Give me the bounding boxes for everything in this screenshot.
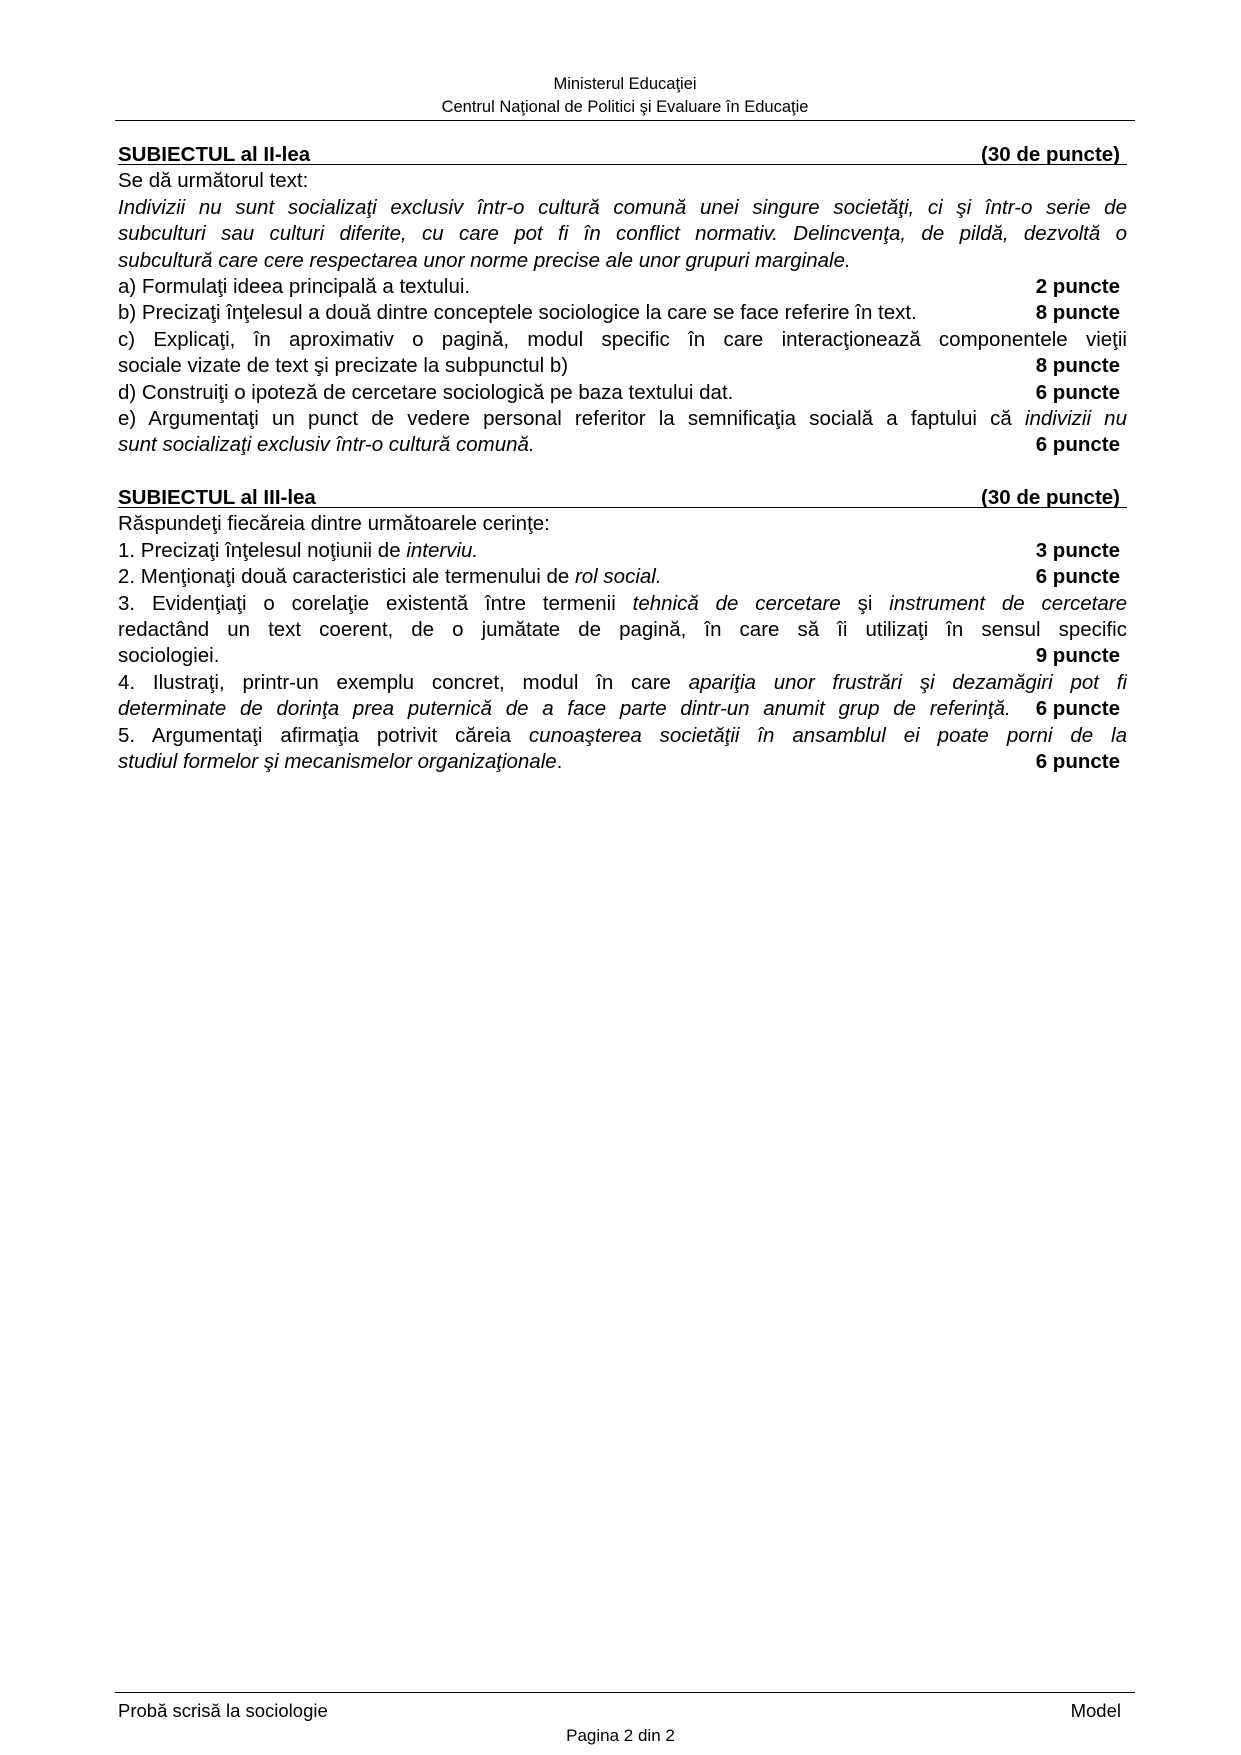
subject3-intro: Răspundeţi fiecăreia dintre următoarele cerinţe: xyxy=(118,512,550,536)
exam-content xyxy=(118,142,1127,775)
item-a-points: 2 puncte xyxy=(1035,274,1120,298)
subject3-points: (30 de puncte) xyxy=(981,486,1120,510)
footer-exam-name: Probă scrisă la sociologie xyxy=(118,1700,328,1721)
question-4-points: 6 puncte xyxy=(1035,697,1120,721)
item-a: a) Formulaţi ideea principală a textului. 2 puncte xyxy=(118,274,1127,300)
question-4-line1: 4. Ilustraţi, printr-un exemplu concret, modul în care apariţia unor frustrări şi dezamăgiri pot fi xyxy=(118,670,1127,694)
header-ministry: Ministerul Educaţiei xyxy=(553,75,697,93)
item-d: d) Construiţi o ipoteză de cercetare sociologică pe baza textului dat. 6 puncte xyxy=(118,380,1127,406)
item-c: sociale vizate de text şi precizate la subpunctul b) 8 puncte xyxy=(118,353,1127,379)
subject2-points: (30 de puncte) xyxy=(981,143,1120,166)
question-3-line2: redactând un text coerent, de o jumătate de pagină, în care să îi utilizaţi în sensul specific xyxy=(118,618,1127,642)
header-center: Centrul Naţional de Politici şi Evaluare în Educaţie xyxy=(441,98,809,116)
question-5-line1: 5. Argumentaţi afirmaţia potrivit căreia cunoaşterea societăţii în ansamblul ei poate porni de la xyxy=(118,723,1127,747)
question-5: studiul formelor şi mecanismelor organizaţionale. 6 puncte xyxy=(118,749,1127,775)
question-3: sociologiei. 9 puncte xyxy=(118,643,1127,669)
question-2-points: 6 puncte xyxy=(1035,565,1120,589)
subject2-intro: Se dă următorul text: xyxy=(118,169,309,193)
question-3-line1: 3. Evidenţiaţi o corelaţie existentă între termenii tehnică de cercetare şi instrument de cercetare xyxy=(118,591,1127,615)
subject3-heading xyxy=(118,485,1127,511)
subject2-title: SUBIECTUL al II-lea xyxy=(118,143,311,166)
quote-line-2: subculturi sau culturi diferite, cu care pot fi în conflict normativ. Delincvenţa, de pildă, dezvoltă o xyxy=(118,222,1127,246)
item-b: b) Precizaţi înţelesul a două dintre conceptele sociologice la care se face referire în text. 8 puncte xyxy=(118,300,1127,326)
page-number: Pagina 2 din 2 xyxy=(566,1726,675,1745)
item-c-points: 8 puncte xyxy=(1035,354,1120,378)
footer-divider xyxy=(115,1692,1135,1693)
question-1-points: 3 puncte xyxy=(1035,538,1120,562)
quote-line-3: subcultură care cere respectarea unor norme precise ale unor grupuri marginale. xyxy=(118,248,851,272)
subject2-heading xyxy=(118,142,1127,168)
question-3-points: 9 puncte xyxy=(1035,644,1120,668)
footer-model-label: Model xyxy=(1070,1700,1121,1721)
subject3-title: SUBIECTUL al III-lea xyxy=(118,486,316,510)
item-e: sunt socializaţi exclusiv într-o cultură comună. 6 puncte xyxy=(118,432,1127,458)
question-2: 2. Menţionaţi două caracteristici ale termenului de rol social. 6 puncte xyxy=(118,564,1127,590)
header-divider xyxy=(115,120,1135,121)
item-e-line1: e) Argumentaţi un punct de vedere personal referitor la semnificaţia socială a faptului că indivizii nu xyxy=(118,406,1127,430)
item-c-line1: c) Explicaţi, în aproximativ o pagină, modul specific în care interacţionează componentele vieţii xyxy=(118,327,1127,351)
question-4: determinate de dorinţa prea puternică de a face parte dintr-un anumit grup de referinţă. 6 puncte xyxy=(118,696,1127,722)
item-e-points: 6 puncte xyxy=(1035,433,1120,457)
item-d-points: 6 puncte xyxy=(1035,380,1120,404)
item-b-points: 8 puncte xyxy=(1035,301,1120,325)
quote-line-1: Indivizii nu sunt socializaţi exclusiv într-o cultură comună unei singure societăţi, ci şi într-o serie de xyxy=(118,195,1127,219)
question-5-points: 6 puncte xyxy=(1035,749,1120,773)
question-1: 1. Precizaţi înţelesul noţiunii de interviu. 3 puncte xyxy=(118,538,1127,564)
